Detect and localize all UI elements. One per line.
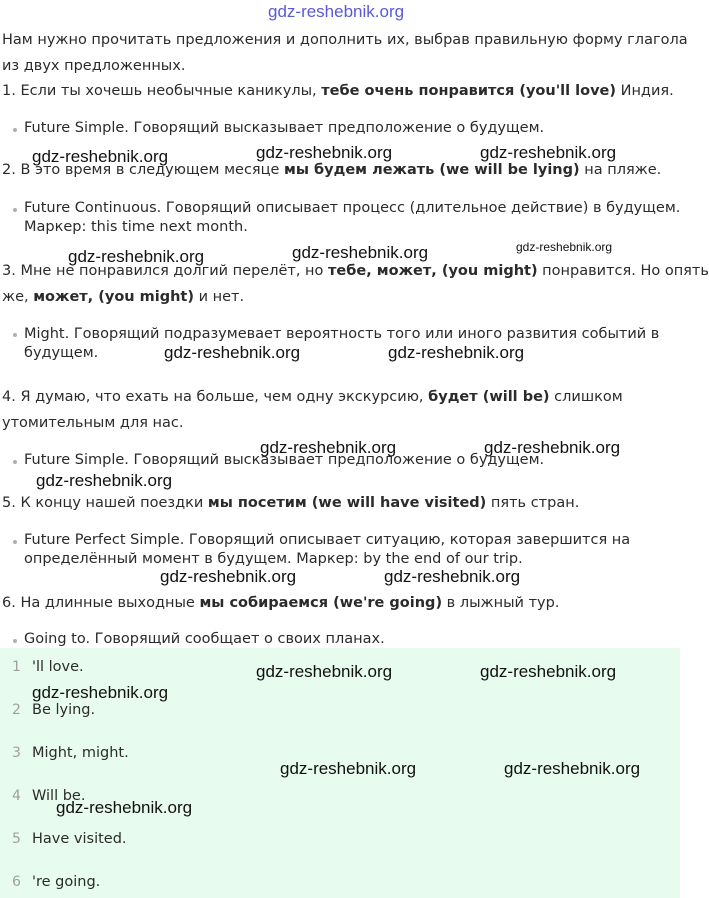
sentence-4-answer: будет (will be) [428,389,550,405]
sentence-5-start: 5. К концу нашей поездки [2,495,208,511]
answer-text: Have visited. [32,831,127,847]
watermark: gdz-reshebnik.org [56,798,193,817]
sentence-3-end: понравится. Но опять [537,263,709,279]
watermark: gdz-reshebnik.org [68,247,205,266]
watermark: gdz-reshebnik.org [256,143,393,162]
sentence-2-end: на пляже. [579,162,662,178]
sentence-1-answer: тебе очень понравится (you'll love) [321,83,616,99]
sentence-2-start: 2. В это время в следующем месяце [2,162,285,178]
answer-number: 3 [12,745,21,761]
watermark: gdz-reshebnik.org [480,662,617,681]
sentence-6-answer: мы собираемся (we're going) [199,595,443,611]
note-3-line-2: будущем. [24,345,99,361]
answer-text: Be lying. [32,702,96,718]
sentence-3-answer: тебе, может, (you might) [328,263,538,279]
sentence-3-start: 3. Мне не понравился долгий перелёт, но [2,263,329,279]
intro-line-2: из двух предложенных. [2,58,186,74]
watermark: gdz-reshebnik.org [32,147,169,166]
sentence-3-end-2: и нет. [194,289,245,305]
sentence-3-answer-2: может, (you might) [33,289,194,305]
answer-number: 2 [12,702,21,718]
watermark: gdz-reshebnik.org [260,438,397,457]
answer-text: 're going. [32,874,101,890]
answer-number: 4 [12,788,21,804]
watermark: gdz-reshebnik.org [160,567,297,586]
watermark: gdz-reshebnik.org [32,683,169,702]
watermark: gdz-reshebnik.org [484,438,621,457]
watermark: gdz-reshebnik.org [292,243,429,262]
answer-text: 'll love. [32,659,84,675]
watermark: gdz-reshebnik.org [504,759,641,778]
answer-number: 5 [12,831,21,847]
note-4: Future Simple. Говорящий высказывает предположение о будущем. [24,452,545,468]
sentence-2-answer: мы будем лежать (we will be lying) [284,162,580,178]
answer-text: Will be. [32,788,86,804]
answer-number: 1 [12,659,21,675]
sentence-5-answer: мы посетим (we will have visited) [207,495,487,511]
sentence-4-line-2: утомительным для нас. [2,415,184,431]
note-5-line-2: определённый момент в будущем. Маркер: by the end of our trip. [24,551,523,567]
watermark: gdz-reshebnik.org [388,343,525,362]
watermark-small: gdz-reshebnik.org [516,240,613,254]
sentence-6-end: в лыжный тур. [442,595,560,611]
intro-line-1: Нам нужно прочитать предложения и дополнить их, выбрав правильную форму глагола [2,32,688,48]
sentence-1-start: 1. Если ты хочешь необычные каникулы, [2,83,322,99]
sentence-5-end: пять стран. [486,495,580,511]
sentence-4-start: 4. Я думаю, что ехать на больше, чем одну экскурсию, [2,389,429,405]
sentence-6-start: 6. На длинные выходные [2,595,200,611]
sentence-1-end: Индия. [616,83,674,99]
note-3-line-1: Might. Говорящий подразумевает вероятность того или иного развития событий в [24,326,660,342]
watermark-top: gdz-reshebnik.org [268,2,405,21]
watermark: gdz-reshebnik.org [280,759,417,778]
sentence-3-start-2: же, [2,289,34,305]
note-1: Future Simple. Говорящий высказывает предположение о будущем. [24,120,545,136]
note-5-line-1: Future Perfect Simple. Говорящий описывает ситуацию, которая завершится на [24,532,631,548]
watermark: gdz-reshebnik.org [36,471,173,490]
watermark: gdz-reshebnik.org [384,567,521,586]
note-2-line-2: Маркер: this time next month. [24,219,248,235]
note-2-line-1: Future Continuous. Говорящий описывает процесс (длительное действие) в будущем. [24,200,681,216]
note-6: Going to. Говорящий сообщает о своих планах. [24,631,385,647]
answer-text: Might, might. [32,745,129,761]
watermark: gdz-reshebnik.org [256,662,393,681]
answer-number: 6 [12,874,21,890]
watermark: gdz-reshebnik.org [480,143,617,162]
watermark: gdz-reshebnik.org [164,343,301,362]
sentence-4-end: слишком [549,389,623,405]
